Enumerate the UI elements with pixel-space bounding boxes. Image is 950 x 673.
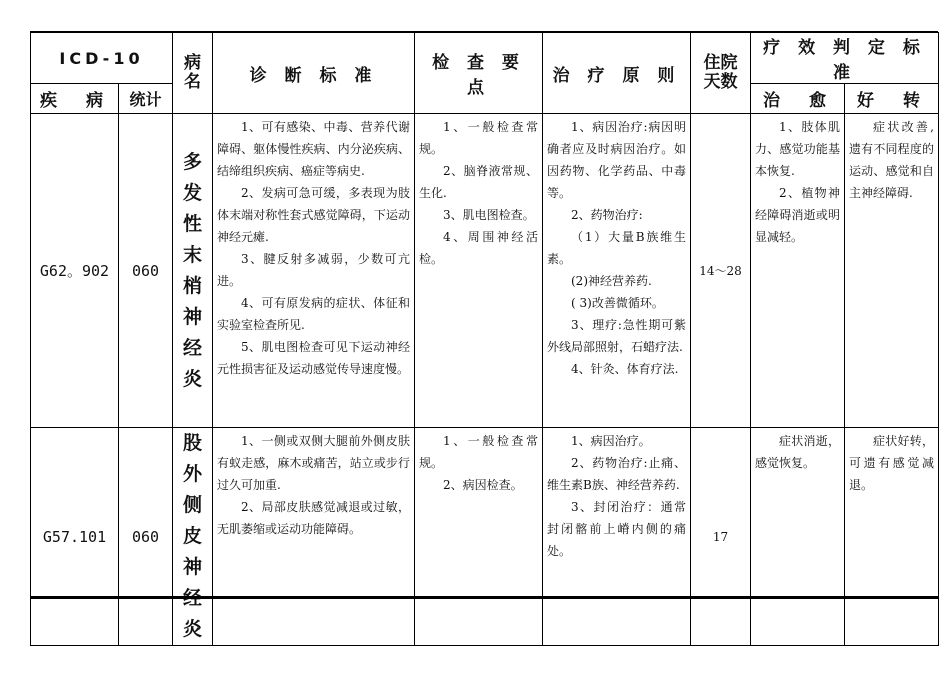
clinical-standards-table	[30, 32, 939, 646]
header-stat: 统计	[119, 84, 173, 114]
icd-code: G62。902	[31, 114, 119, 428]
header-icd: ICD-10	[31, 33, 173, 84]
header-cure: 治 愈	[751, 84, 845, 114]
improve-criteria: 症状改善,遗有不同程度的运动、感觉和自主神经障碍.	[845, 114, 939, 428]
header-disease: 疾 病	[31, 84, 119, 114]
header-treatment: 治 疗 原 则	[543, 33, 691, 114]
disease-name: 股 外 侧 皮 神 炎	[173, 428, 213, 646]
stat-code: 060	[119, 428, 173, 646]
header-exam: 检 查 要 点	[415, 33, 543, 114]
hospital-days: 14～28	[691, 114, 751, 428]
disease-name: 多 发 性 末 梢 神 经 炎	[173, 114, 213, 428]
hospital-days: 17	[691, 428, 751, 646]
diagnosis-criteria: 1、可有感染、中毒、营养代谢障碍、躯体慢性疾病、内分泌疾病、结缔组织疾病、癌症等病史. 2、发病可急可缓，多表现为肢体末端对称性套式感觉障碍，下运动神经元瘫. 3、腱反射多减弱，少数可亢进。 4、可有原发病的症状、体征和实验室检查所见. 5、肌电图检查可见下运动神经元性损害征及运动感觉传导速度慢。	[213, 114, 415, 428]
header-row-1	[31, 33, 939, 84]
treatment-principles: 1、病因治疗。 2、药物治疗:止痛、维生素B族、神经营养药. 3、封闭治疗：通常封闭髂前上嵴内侧的痛处。	[543, 428, 691, 646]
header-hospital-days: 住院 天数	[691, 33, 751, 114]
diagnosis-criteria: 1、一侧或双侧大腿前外侧皮肤有蚁走感，麻木或痛苦，站立或步行过久可加重. 2、局部皮肤感觉减退或过敏，无肌萎缩或运动功能障碍。	[213, 428, 415, 646]
improve-criteria: 症状好转，可遗有感觉减退。	[845, 428, 939, 646]
cure-criteria: 1、肢体肌力、感觉功能基本恢复. 2、植物神经障碍消逝或明显减轻。	[751, 114, 845, 428]
icd-code: G57.101	[31, 428, 119, 646]
table-row	[31, 114, 939, 428]
table-row	[31, 428, 939, 646]
header-efficacy: 疗 效 判 定 标 准	[751, 33, 939, 84]
exam-points: 1、一般检查常规。 2、脑脊液常规、生化. 3、肌电图检查。 4、周围神经活检。	[415, 114, 543, 428]
cure-criteria: 症状消逝，感觉恢复。	[751, 428, 845, 646]
header-diagnosis: 诊 断 标 准	[213, 33, 415, 114]
exam-points: 1、一般检查常规。 2、病因检查。	[415, 428, 543, 646]
header-disease-name: 病 名	[173, 33, 213, 114]
stat-code: 060	[119, 114, 173, 428]
treatment-principles: 1、病因治疗:病因明确者应及时病因治疗。如因药物、化学药品、中毒等。 2、药物治疗: （1）大量B族维生素。 (2)神经营养药. ( 3)改善微循环。 3、理疗:急性期可紫外线局部照射，石蜡疗法. 4、针灸、体育疗法.	[543, 114, 691, 428]
header-improve: 好 转	[845, 84, 939, 114]
table-bottom-rule	[30, 596, 938, 599]
